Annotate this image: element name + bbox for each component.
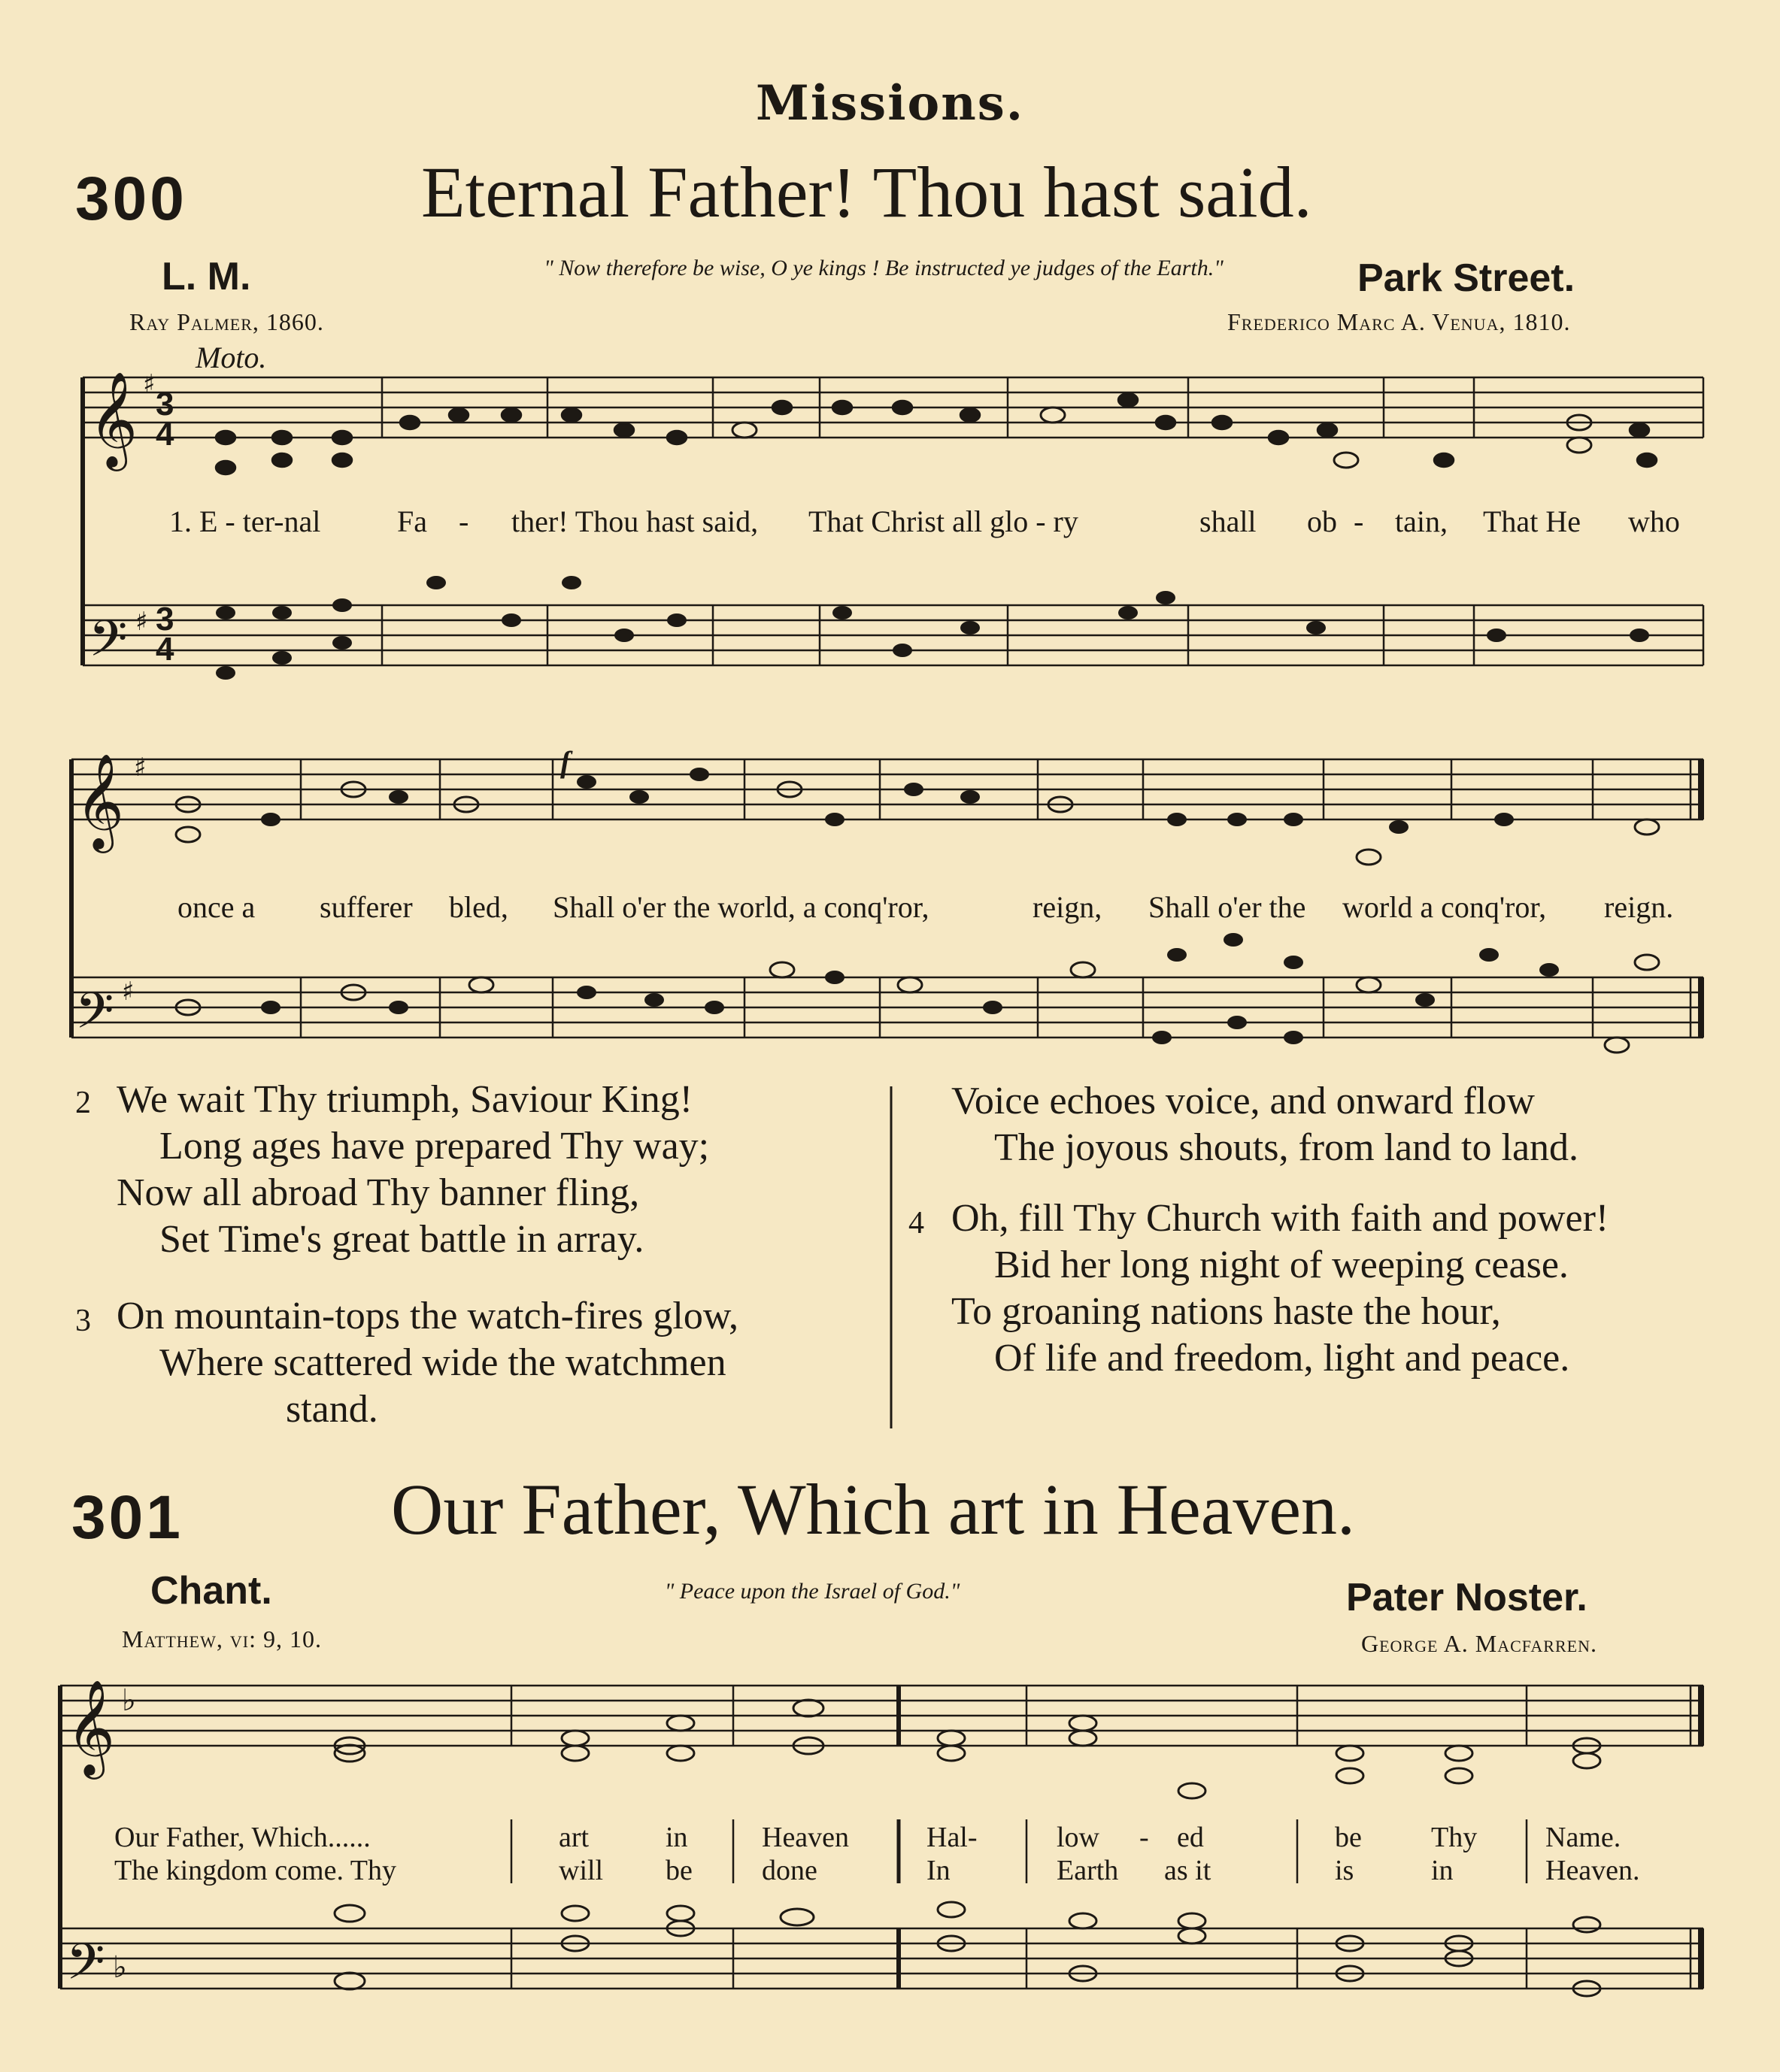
verse-line: Oh, fill Thy Church with faith and power! — [951, 1197, 1609, 1240]
lyric-1-8: tain, — [1395, 504, 1448, 538]
verse-line: Set Time's great battle in array. — [159, 1218, 644, 1261]
chant-lyric: Thy — [1431, 1822, 1478, 1853]
svg-text:♭: ♭ — [122, 1683, 136, 1718]
verse-line: Of life and freedom, light and peace. — [994, 1337, 1570, 1380]
svg-text:♯: ♯ — [134, 753, 147, 783]
tune-name: Park Street. — [1357, 256, 1575, 300]
lyric-2-0: once a — [177, 890, 256, 924]
lyric-2-5: Shall o'er the — [1148, 890, 1306, 924]
chant-lyric: is — [1335, 1855, 1354, 1886]
hymn-number: 300 — [75, 165, 187, 233]
verse-line: To groaning nations haste the hour, — [951, 1290, 1501, 1333]
lyric-1-3: ther! Thou hast said, — [511, 504, 759, 538]
section-title: Missions. — [755, 75, 1025, 132]
meter-label: Chant. — [150, 1569, 272, 1613]
chant-lyric: be — [1335, 1822, 1362, 1853]
verse-number: 3 — [75, 1304, 91, 1338]
chant-lyric: as it — [1164, 1855, 1211, 1886]
verse-number: 2 — [75, 1086, 91, 1120]
chant-lyric: Name. — [1545, 1822, 1621, 1853]
scripture-motto: " Peace upon the Israel of God." — [664, 1579, 960, 1604]
composer-credit: George A. Macfarren. — [1361, 1630, 1597, 1657]
chant-lyric: done — [762, 1855, 817, 1886]
svg-text:4: 4 — [156, 416, 174, 453]
lyric-1-0: 1. E - ter-nal — [169, 504, 321, 538]
svg-text:𝄢: 𝄢 — [66, 1933, 105, 2003]
verse-line: Bid her long night of weeping cease. — [994, 1244, 1569, 1286]
svg-text:♯: ♯ — [143, 369, 156, 399]
lyric-1-7: - — [1354, 504, 1364, 538]
lyric-1-10: who — [1628, 504, 1680, 538]
chant-lyric: in — [1431, 1855, 1454, 1886]
chant-lyric: Earth — [1057, 1855, 1119, 1886]
svg-text:𝄢: 𝄢 — [75, 982, 114, 1052]
verse-line: Voice echoes voice, and onward flow — [951, 1080, 1535, 1122]
hymn-title: Eternal Father! Thou hast said. — [421, 152, 1312, 232]
composer-credit: Frederico Marc A. Venua, 1810. — [1227, 308, 1571, 335]
chant-lyric: art — [559, 1822, 590, 1853]
verse-line: We wait Thy triumph, Saviour King! — [117, 1078, 693, 1121]
verse-number: 4 — [908, 1206, 924, 1240]
hymn-number: 301 — [71, 1483, 183, 1552]
bass-staff — [83, 605, 1703, 665]
chant-lyric: - — [1139, 1822, 1149, 1853]
lyric-2-7: reign. — [1604, 890, 1674, 924]
scripture-motto: " Now therefore be wise, O ye kings ! Be instructed ye judges of the Earth." — [544, 256, 1224, 280]
svg-text:𝄞: 𝄞 — [75, 753, 125, 849]
lyric-1-1: Fa — [397, 504, 427, 538]
tempo-marking: Moto. — [196, 341, 267, 374]
chant-lyric: Hal- — [926, 1822, 978, 1853]
lyric-2-1: sufferer — [320, 890, 413, 924]
verse-line: Now all abroad Thy banner fling, — [117, 1171, 640, 1214]
svg-text:𝄞: 𝄞 — [66, 1679, 116, 1775]
verse-line: Where scattered wide the watchmen — [159, 1341, 726, 1384]
author-credit: Matthew, vi: 9, 10. — [122, 1625, 322, 1652]
chant-lyric: will — [559, 1855, 604, 1886]
chant-lyric: in — [666, 1822, 688, 1853]
dynamic-marking: f — [560, 745, 571, 779]
lyric-2-2: bled, — [449, 890, 508, 924]
chant-lyric: ed — [1177, 1822, 1204, 1853]
author-credit: Ray Palmer, 1860. — [129, 308, 324, 335]
verse-line: Long ages have prepared Thy way; — [159, 1125, 710, 1168]
treble-clef-icon: 𝄞 — [89, 371, 138, 467]
chant-lyric: Heaven. — [1545, 1855, 1640, 1886]
chant-lyric: Our Father, Which...... — [114, 1822, 371, 1853]
lyric-1-9: That He — [1483, 504, 1581, 538]
svg-text:3: 3 — [156, 386, 174, 423]
svg-text:4: 4 — [156, 631, 174, 668]
chant-lyric: Heaven — [762, 1822, 850, 1853]
lyric-2-6: world a conq'ror, — [1342, 890, 1547, 924]
bass-clef-icon: 𝄢 — [89, 610, 128, 680]
meter-label: L. M. — [162, 255, 251, 298]
svg-text:♯: ♯ — [135, 607, 148, 637]
hymn-title: Our Father, Which art in Heaven. — [391, 1469, 1355, 1549]
chant-lyric: be — [666, 1855, 693, 1886]
lyric-2-3: Shall o'er the world, a conq'ror, — [553, 890, 929, 924]
chant-lyric: In — [926, 1855, 951, 1886]
chant-lyric: low — [1057, 1822, 1099, 1853]
lyric-1-5: shall — [1199, 504, 1257, 538]
verse-line: stand. — [286, 1388, 378, 1431]
verse-line: On mountain-tops the watch-fires glow, — [117, 1295, 738, 1337]
svg-text:3: 3 — [156, 601, 174, 638]
lyric-1-4: That Christ all glo - ry — [808, 504, 1078, 538]
svg-text:♭: ♭ — [113, 1950, 127, 1985]
verse-line: The joyous shouts, from land to land. — [994, 1126, 1579, 1169]
lyric-2-4: reign, — [1033, 890, 1102, 924]
lyric-1-6: ob — [1307, 504, 1337, 538]
chant-lyric: The kingdom come. Thy — [114, 1855, 397, 1886]
svg-text:♯: ♯ — [122, 977, 135, 1007]
tune-name: Pater Noster. — [1346, 1576, 1587, 1619]
lyric-1-2: - — [459, 504, 469, 538]
